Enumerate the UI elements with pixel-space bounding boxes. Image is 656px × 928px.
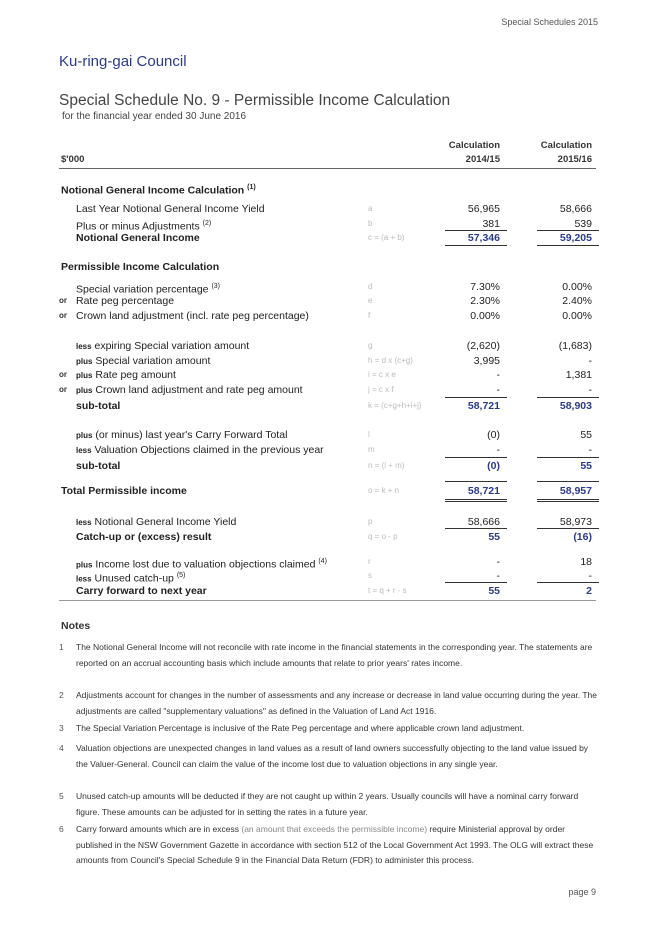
- double-rule: [445, 499, 507, 502]
- value-2014-15: -: [496, 444, 500, 456]
- note-item: [59, 688, 599, 719]
- value-2015-16: 1,381: [565, 369, 592, 381]
- row-formula: l: [368, 430, 370, 439]
- subtotal-rule: [445, 528, 507, 529]
- table-row: [0, 231, 656, 245]
- row-qualifier: plus: [76, 357, 93, 366]
- row-formula: b: [368, 219, 373, 228]
- row-formula: d: [368, 282, 373, 291]
- row-label: Catch-up or (excess) result: [76, 531, 212, 543]
- row-formula: p: [368, 517, 373, 526]
- footnote-ref: (3): [211, 283, 220, 290]
- subtotal-rule: [537, 397, 599, 398]
- note-number: 6: [59, 824, 64, 834]
- row-label: Special variation percentage: [76, 283, 209, 296]
- row-formula: c = (a + b): [368, 233, 405, 242]
- subtotal-rule: [445, 397, 507, 398]
- running-header: Special Schedules 2015: [501, 17, 598, 27]
- table-row-total: [0, 484, 656, 498]
- footnote-ref: (4): [318, 558, 327, 565]
- value-2014-15: 58,721: [467, 485, 500, 497]
- row-formula: e: [368, 296, 373, 305]
- row-qualifier: less: [76, 518, 92, 527]
- section-notional: [0, 181, 656, 195]
- value-2015-16: 58,957: [559, 485, 592, 497]
- row-prefix: or: [59, 370, 67, 379]
- table-row: [0, 428, 656, 442]
- note-number: 2: [59, 690, 64, 700]
- table-row: [0, 515, 656, 529]
- value-2015-16: -: [588, 570, 592, 582]
- row-qualifier: plus: [76, 560, 93, 570]
- table-row: [0, 383, 656, 397]
- row-label: Unused catch-up: [94, 572, 174, 585]
- row-label: Carry forward to next year: [76, 585, 207, 597]
- footnote-ref: (2): [202, 220, 212, 227]
- value-2014-15: -: [496, 556, 500, 568]
- note-item: [59, 721, 599, 737]
- value-2014-15: -: [496, 384, 500, 396]
- value-2014-15: 57,346: [467, 232, 500, 244]
- row-formula: m: [368, 445, 375, 454]
- section-label: Notional General Income Calculation: [61, 184, 245, 197]
- row-label: Total Permissible income: [61, 485, 187, 497]
- subtotal-rule: [537, 457, 599, 458]
- total-rule: [537, 481, 599, 482]
- value-2014-15: 56,965: [467, 203, 500, 215]
- table-row: [0, 217, 656, 231]
- row-qualifier: plus: [76, 386, 93, 395]
- row-label: Notional General Income: [76, 232, 200, 244]
- value-2014-15: 58,666: [467, 516, 500, 528]
- value-2015-16: 58,973: [559, 516, 592, 528]
- value-2014-15: 2.30%: [470, 295, 500, 307]
- value-2014-15: 7.30%: [470, 281, 500, 293]
- value-2015-16: 2.40%: [562, 295, 592, 307]
- value-2014-15: (0): [487, 460, 500, 472]
- value-2014-15: 381: [482, 218, 500, 230]
- table-row: [0, 294, 656, 308]
- footnote-ref: (1): [247, 184, 256, 191]
- value-2015-16: -: [588, 444, 592, 456]
- row-qualifier: less: [76, 342, 92, 351]
- table-bottom-rule: [59, 600, 596, 601]
- note-number: 3: [59, 723, 64, 733]
- value-2015-16: 55: [580, 460, 592, 472]
- note-text-aside: (an amount that exceeds the permissible income): [241, 824, 428, 834]
- value-2015-16: 0.00%: [562, 310, 592, 322]
- value-2015-16: (1,683): [558, 340, 592, 352]
- row-qualifier: plus: [76, 431, 93, 440]
- note-item: [59, 789, 599, 820]
- row-label: Rate peg percentage: [76, 295, 175, 307]
- table-row: [0, 202, 656, 216]
- row-label: Income lost due to valuation objections claimed: [95, 558, 316, 571]
- row-qualifier: plus: [76, 371, 93, 380]
- row-qualifier: less: [76, 574, 92, 584]
- subtotal-rule: [537, 528, 599, 529]
- row-label: Plus or minus Adjustments: [76, 220, 200, 233]
- row-formula: a: [368, 204, 373, 213]
- note-text: Unused catch-up amounts will be deducted if they are not caught up within 2 years. Usually councils will have a nominal carry forward figure. These amounts can be adjusted for in setting the rates in a future year.: [76, 791, 579, 817]
- subtotal-rule: [445, 457, 507, 458]
- row-formula: q = o - p: [368, 532, 398, 541]
- note-text: The Special Variation Percentage is inclusive of the Rate Peg percentage and where applicable crown land adjustment.: [76, 723, 525, 733]
- table-row: [0, 584, 656, 598]
- value-2015-16: -: [588, 384, 592, 396]
- schedule-title: Special Schedule No. 9 - Permissible Income Calculation: [59, 92, 451, 109]
- col1-year: 2014/15: [465, 154, 500, 165]
- table-row: [0, 339, 656, 353]
- table-row: [0, 399, 656, 413]
- units-label: $'000: [61, 154, 85, 165]
- note-text: Carry forward amounts which are in excess: [76, 824, 239, 834]
- page-number: page 9: [568, 887, 596, 897]
- section-label: Permissible Income Calculation: [61, 261, 220, 273]
- value-2014-15: -: [496, 369, 500, 381]
- row-label: Special variation amount: [95, 355, 211, 367]
- table-row: [0, 280, 656, 294]
- value-2015-16: 55: [580, 429, 592, 441]
- table-row: [0, 569, 656, 583]
- value-2015-16: 58,903: [559, 400, 592, 412]
- row-label: (or minus) last year's Carry Forward Total: [95, 429, 288, 441]
- row-label: Last Year Notional General Income Yield: [76, 203, 265, 215]
- note-text: The Notional General Income will not reconcile with rate income in the financial statements in the corresponding year. The statements are reported on an accrual accounting basis which include amounts that relate to prior years' rates income.: [76, 642, 593, 668]
- value-2014-15: 58,721: [467, 400, 500, 412]
- note-item: [59, 640, 599, 671]
- notes-heading: Notes: [61, 620, 91, 632]
- col1-header: Calculation: [448, 140, 500, 151]
- row-label: Rate peg amount: [95, 369, 176, 381]
- total-rule: [445, 481, 507, 482]
- row-label: sub-total: [76, 460, 121, 472]
- double-rule: [537, 499, 599, 502]
- total-rule: [537, 245, 599, 246]
- table-row: [0, 443, 656, 457]
- row-formula: i = c x e: [368, 370, 396, 379]
- note-text: require Ministerial approval by order published in the NSW Government Gazette in accordance with section 512 of the Local Government Act 1993. The OLG will extract these amounts from Council's Special Schedule 9 in the Financial Data Return (FDR) to administer this process.: [76, 824, 594, 865]
- row-formula: k = (c+g+h+i+j): [368, 401, 422, 410]
- row-label: Valuation Objections claimed in the previous year: [94, 444, 324, 456]
- value-2015-16: 2: [586, 585, 592, 597]
- col2-year: 2015/16: [557, 154, 592, 165]
- row-prefix: or: [59, 385, 67, 394]
- value-2015-16: 59,205: [559, 232, 592, 244]
- value-2015-16: 18: [580, 556, 592, 568]
- value-2015-16: 58,666: [559, 203, 592, 215]
- row-prefix: or: [59, 311, 67, 320]
- note-number: 4: [59, 743, 64, 753]
- value-2014-15: -: [496, 570, 500, 582]
- row-formula: j = c x f: [368, 385, 394, 394]
- row-label: Notional General Income Yield: [94, 516, 237, 528]
- row-formula: s: [368, 571, 372, 580]
- value-2015-16: 0.00%: [562, 281, 592, 293]
- header-rule: [59, 168, 596, 169]
- note-text: Valuation objections are unexpected changes in land values as a result of land owners successfully objecting to the land value issued by the Valuer-General. Council can claim the value of the income lost due to valuation objections in any single year.: [76, 743, 589, 769]
- value-2014-15: (2,620): [466, 340, 500, 352]
- value-2014-15: 0.00%: [470, 310, 500, 322]
- council-name: Ku-ring-gai Council: [59, 53, 187, 70]
- table-row: [0, 530, 656, 544]
- row-label: Crown land adjustment and rate peg amount: [95, 384, 303, 396]
- row-qualifier: less: [76, 446, 92, 455]
- note-item: [59, 822, 599, 869]
- table-row: [0, 459, 656, 473]
- note-text: Adjustments account for changes in the number of assessments and any increase or decrease in land value occurring during the year. The adjustments are called "supplementary valuations" as defined in the Valuation of Land Act 1916.: [76, 690, 598, 716]
- value-2014-15: 55: [488, 585, 500, 597]
- footnote-ref: (5): [176, 572, 186, 579]
- row-label: Crown land adjustment (incl. rate peg percentage): [76, 310, 309, 322]
- table-row: [0, 555, 656, 569]
- row-formula: g: [368, 341, 373, 350]
- row-prefix: or: [59, 296, 67, 305]
- row-formula: f: [368, 311, 371, 320]
- value-2014-15: 55: [488, 531, 500, 543]
- row-formula: r: [368, 557, 371, 566]
- row-formula: h = d x (c+g): [368, 356, 413, 365]
- table-row: [0, 309, 656, 323]
- schedule-subtitle: for the financial year ended 30 June 2016: [62, 111, 247, 122]
- value-2014-15: (0): [487, 429, 500, 441]
- col2-header: Calculation: [540, 140, 592, 151]
- value-2014-15: 3,995: [473, 355, 500, 367]
- note-number: 1: [59, 642, 64, 652]
- note-number: 5: [59, 791, 64, 801]
- value-2015-16: 539: [574, 218, 592, 230]
- table-row: [0, 368, 656, 382]
- section-permissible: [0, 260, 656, 274]
- row-formula: n = (l + m): [368, 461, 405, 470]
- note-item: [59, 741, 599, 772]
- row-label: expiring Special variation amount: [94, 340, 250, 352]
- subtotal-rule: [537, 582, 599, 583]
- subtotal-rule: [445, 582, 507, 583]
- row-formula: t = q + r - s: [368, 586, 407, 595]
- row-label: sub-total: [76, 400, 121, 412]
- table-row: [0, 354, 656, 368]
- row-formula: o = k + n: [368, 486, 400, 495]
- value-2015-16: (16): [573, 531, 592, 543]
- total-rule: [445, 245, 507, 246]
- value-2015-16: -: [588, 355, 592, 367]
